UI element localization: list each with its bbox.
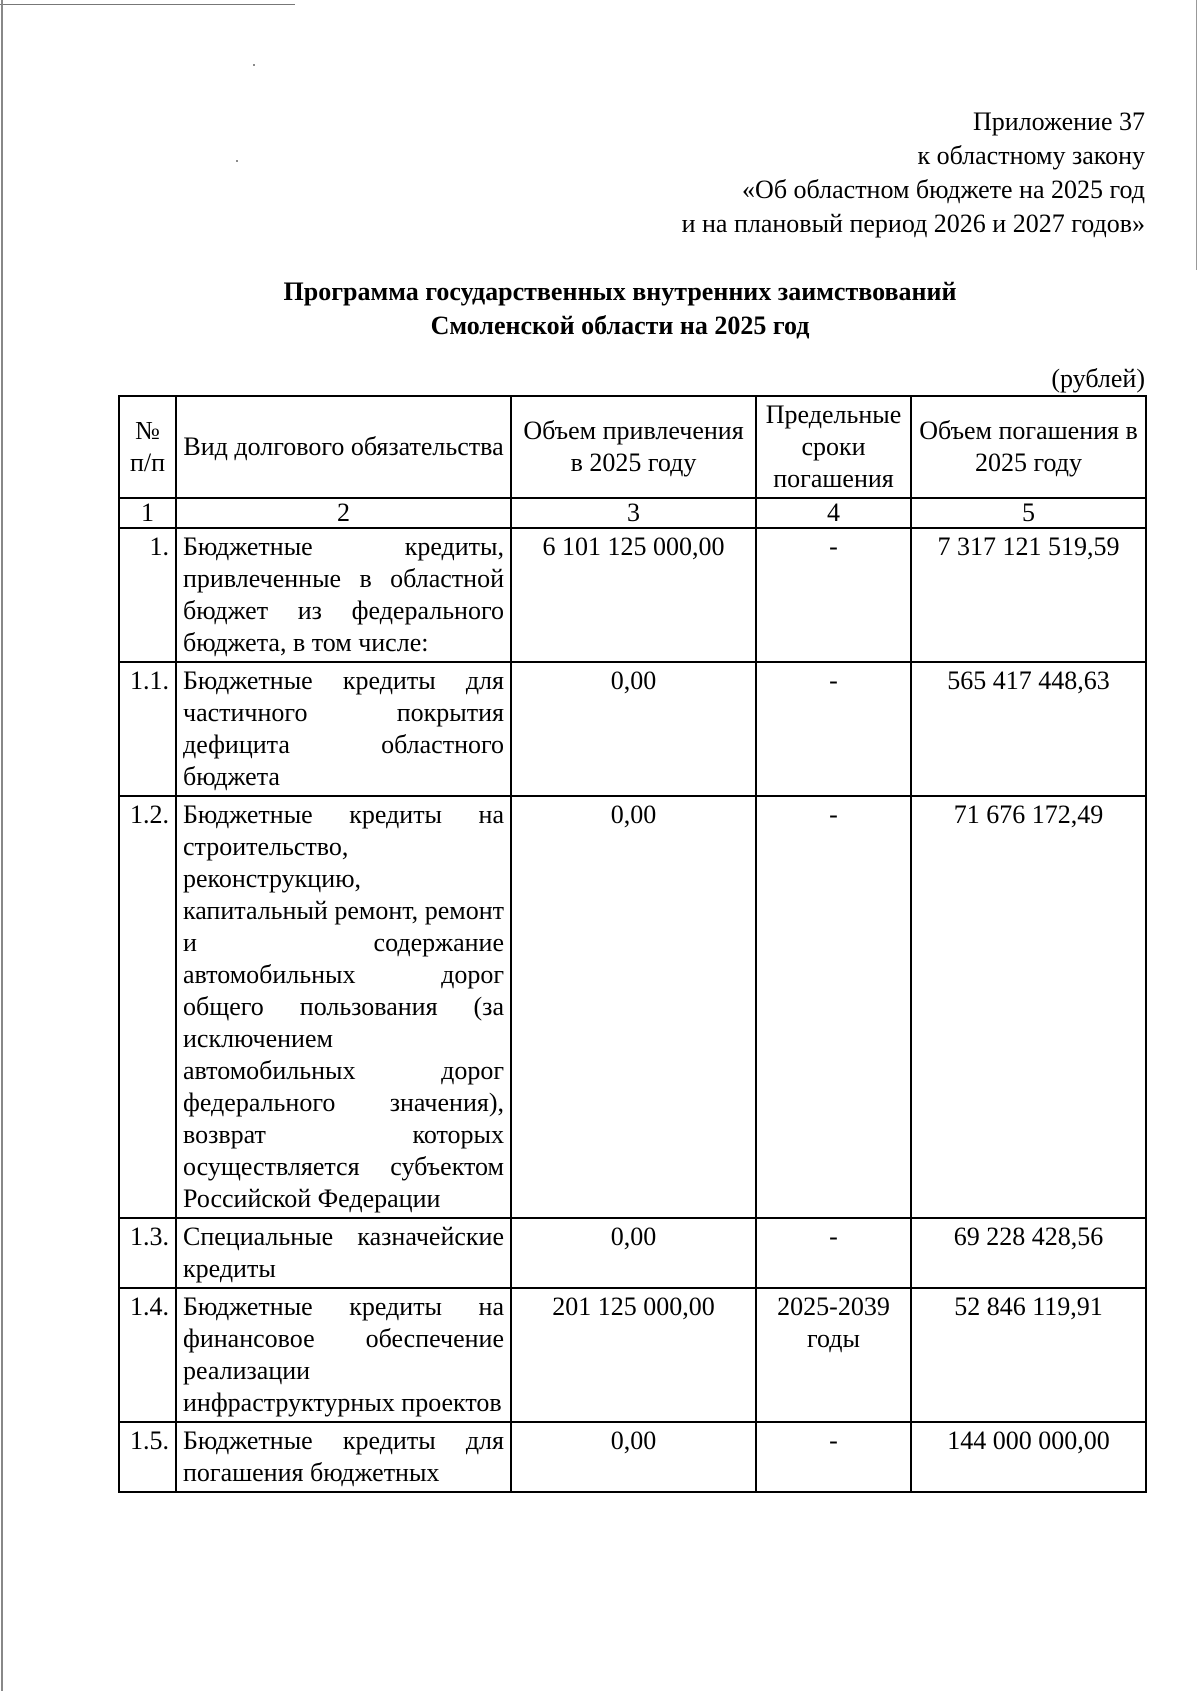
row-raised: 0,00: [511, 796, 756, 1218]
table-row: [119, 1288, 1146, 1422]
scan-speck: [253, 64, 255, 66]
row-terms: -: [756, 1218, 911, 1288]
appendix-line-3: «Об областном бюджете на 2025 год: [742, 175, 1145, 204]
row-terms: 2025-2039 годы: [756, 1288, 911, 1422]
appendix-header: [682, 105, 1145, 241]
column-number: 5: [911, 498, 1146, 528]
row-name: Бюджетные кредиты для погашения бюджетных: [176, 1422, 511, 1492]
header-raised: Объем привлечения в 2025 году: [511, 396, 756, 498]
appendix-line-4: и на плановый период 2026 и 2027 годов»: [681, 209, 1145, 238]
row-terms: -: [756, 528, 911, 662]
row-name: Бюджетные кредиты на финансовое обеспечение реализации инфраструктурных проектов: [176, 1288, 511, 1422]
row-name: Специальные казначейские кредиты: [176, 1218, 511, 1288]
row-raised: 6 101 125 000,00: [511, 528, 756, 662]
table-row: [119, 662, 1146, 796]
row-repaid: 565 417 448,63: [911, 662, 1146, 796]
borrowing-table: [118, 395, 1147, 1493]
header-num: № п/п: [119, 396, 176, 498]
document-title: [120, 275, 1120, 343]
row-raised: 0,00: [511, 1218, 756, 1288]
row-repaid: 144 000 000,00: [911, 1422, 1146, 1492]
row-number: 1.3.: [119, 1218, 176, 1288]
header-terms: Предельные сроки погашения: [756, 396, 911, 498]
table-row: [119, 796, 1146, 1218]
row-repaid: 52 846 119,91: [911, 1288, 1146, 1422]
row-terms: -: [756, 1422, 911, 1492]
row-name: Бюджетные кредиты для частичного покрытия дефицита областного бюджета: [176, 662, 511, 796]
row-repaid: 71 676 172,49: [911, 796, 1146, 1218]
row-name: Бюджетные кредиты, привлеченные в областной бюджет из федерального бюджета, в том числе:: [176, 528, 511, 662]
row-number: 1.4.: [119, 1288, 176, 1422]
header-repaid: Объем погашения в 2025 году: [911, 396, 1146, 498]
table-row: [119, 1422, 1146, 1492]
row-raised: 0,00: [511, 662, 756, 796]
title-line-1: Программа государственных внутренних заимствований: [283, 277, 957, 306]
column-number: 4: [756, 498, 911, 528]
row-number: 1.: [119, 528, 176, 662]
table-row: [119, 528, 1146, 662]
page-edge-top: [0, 4, 295, 5]
page-edge-left: [1, 0, 3, 1691]
row-terms: -: [756, 796, 911, 1218]
table-header-row: [119, 396, 1146, 498]
column-number: 1: [119, 498, 176, 528]
units-label: (рублей): [1051, 364, 1145, 393]
page-edge-right: [1196, 0, 1197, 270]
table-row: [119, 1218, 1146, 1288]
header-type: Вид долгового обязательства: [176, 396, 511, 498]
row-number: 1.1.: [119, 662, 176, 796]
row-repaid: 69 228 428,56: [911, 1218, 1146, 1288]
row-number: 1.5.: [119, 1422, 176, 1492]
row-raised: 201 125 000,00: [511, 1288, 756, 1422]
column-number-row: [119, 498, 1146, 528]
scan-speck: [236, 160, 238, 162]
column-number: 2: [176, 498, 511, 528]
appendix-line-2: к областному закону: [917, 141, 1145, 170]
row-raised: 0,00: [511, 1422, 756, 1492]
title-line-2: Смоленской области на 2025 год: [430, 311, 810, 340]
row-repaid: 7 317 121 519,59: [911, 528, 1146, 662]
row-terms: -: [756, 662, 911, 796]
appendix-line-1: Приложение 37: [972, 107, 1145, 136]
row-number: 1.2.: [119, 796, 176, 1218]
column-number: 3: [511, 498, 756, 528]
row-name: Бюджетные кредиты на строительство, реконструкцию, капитальный ремонт, ремонт и содержание автомобильных дорог общего пользования (за исключением автомобильных дорог федерального значения), возврат которых осуществляется субъектом Российской Федерации: [176, 796, 511, 1218]
